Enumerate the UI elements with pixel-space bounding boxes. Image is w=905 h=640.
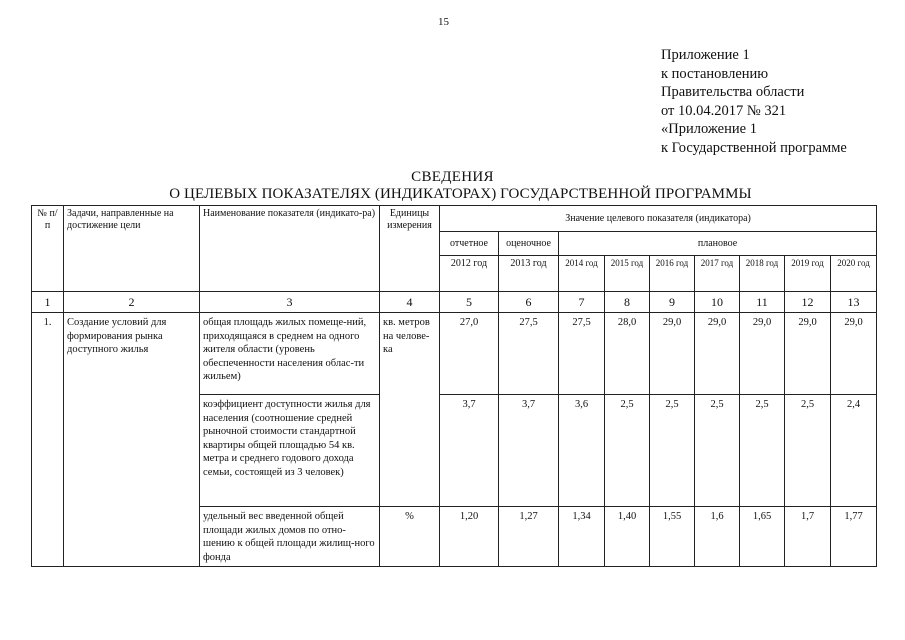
column-number: 12 — [785, 292, 831, 313]
task-cell: Создание условий для формирования рынка доступного жилья — [64, 313, 200, 567]
value-cell: 2,5 — [740, 395, 785, 507]
value-cell: 3,7 — [499, 395, 559, 507]
value-cell: 27,5 — [559, 313, 605, 395]
appendix-line: Правительства области — [661, 84, 805, 100]
value-cell: 1,34 — [559, 507, 605, 567]
column-number: 2 — [64, 292, 200, 313]
column-number: 9 — [650, 292, 695, 313]
column-number: 10 — [695, 292, 740, 313]
header-planned: плановое — [559, 232, 877, 256]
value-cell: 29,0 — [740, 313, 785, 395]
header-year: 2014 год — [559, 256, 605, 292]
header-value: Значение целевого показателя (индикатора) — [440, 206, 877, 232]
header-year: 2013 год — [499, 256, 559, 292]
header-year: 2012 год — [440, 256, 499, 292]
value-cell: 1,40 — [605, 507, 650, 567]
table-row — [32, 313, 877, 395]
indicator-cell: коэффициент доступности жилья для населения (соотношение средней рыночной стоимости стандартной квартиры общей площадью 54 кв. метра и среднего годового дохода семьи, состоящей из 3 человек) — [200, 395, 380, 507]
value-cell: 2,4 — [831, 395, 877, 507]
value-cell: 1,55 — [650, 507, 695, 567]
value-cell: 1,20 — [440, 507, 499, 567]
value-cell: 3,6 — [559, 395, 605, 507]
unit-cell: кв. метров на челове-ка — [380, 313, 440, 507]
value-cell: 1,7 — [785, 507, 831, 567]
value-cell: 1,27 — [499, 507, 559, 567]
value-cell: 2,5 — [605, 395, 650, 507]
header-reported: отчетное — [440, 232, 499, 256]
value-cell: 1,77 — [831, 507, 877, 567]
row-number: 1. — [32, 313, 64, 567]
value-cell: 27,0 — [440, 313, 499, 395]
value-cell: 2,5 — [695, 395, 740, 507]
document-title: СВЕДЕНИЯ — [411, 169, 494, 185]
column-number: 8 — [605, 292, 650, 313]
column-numbers-row — [32, 292, 877, 313]
appendix-line: от 10.04.2017 № 321 — [661, 102, 787, 119]
header-year: 2015 год — [605, 256, 650, 292]
column-number: 5 — [440, 292, 499, 313]
header-num: № п/п — [32, 206, 64, 292]
header-year: 2016 год — [650, 256, 695, 292]
column-number: 4 — [380, 292, 440, 313]
header-year: 2020 год — [831, 256, 877, 292]
header-year: 2018 год — [740, 256, 785, 292]
column-number: 13 — [831, 292, 877, 313]
header-estimated: оценочное — [499, 232, 559, 256]
document-subtitle: О ЦЕЛЕВЫХ ПОКАЗАТЕЛЯХ (ИНДИКАТОРАХ) ГОСУДАРСТВЕННОЙ ПРОГРАММЫ — [169, 186, 752, 202]
value-cell: 27,5 — [499, 313, 559, 395]
unit-cell: % — [380, 507, 440, 567]
value-cell: 1,6 — [695, 507, 740, 567]
header-year: 2017 год — [695, 256, 740, 292]
appendix-line: «Приложение 1 — [661, 121, 757, 137]
appendix-line: Приложение 1 — [661, 47, 750, 63]
column-number: 7 — [559, 292, 605, 313]
column-number: 3 — [200, 292, 380, 313]
column-number: 11 — [740, 292, 785, 313]
header-tasks: Задачи, направленные на достижение цели — [64, 206, 200, 292]
value-cell: 29,0 — [831, 313, 877, 395]
header-year: 2019 год — [785, 256, 831, 292]
page-number: 15 — [438, 16, 449, 28]
value-cell: 28,0 — [605, 313, 650, 395]
indicators-table — [31, 205, 877, 567]
value-cell: 29,0 — [695, 313, 740, 395]
header-indicator: Наименование показателя (индикато-ра) — [200, 206, 380, 292]
value-cell: 2,5 — [650, 395, 695, 507]
value-cell: 3,7 — [440, 395, 499, 507]
appendix-block — [661, 46, 847, 157]
column-number: 6 — [499, 292, 559, 313]
appendix-line: к Государственной программе — [661, 139, 847, 156]
column-number: 1 — [32, 292, 64, 313]
header-units: Единицы измерения — [380, 206, 440, 292]
indicator-cell: общая площадь жилых помеще-ний, приходящаяся в среднем на одного жителя области (уровень обеспеченности населения облас-ти жильем) — [200, 313, 380, 395]
value-cell: 29,0 — [785, 313, 831, 395]
value-cell: 1,65 — [740, 507, 785, 567]
value-cell: 29,0 — [650, 313, 695, 395]
value-cell: 2,5 — [785, 395, 831, 507]
indicator-cell: удельный вес введенной общей площади жилых домов по отно-шению к общей площади жилищ-ного фонда — [200, 507, 380, 567]
appendix-line: к постановлению — [661, 65, 769, 82]
